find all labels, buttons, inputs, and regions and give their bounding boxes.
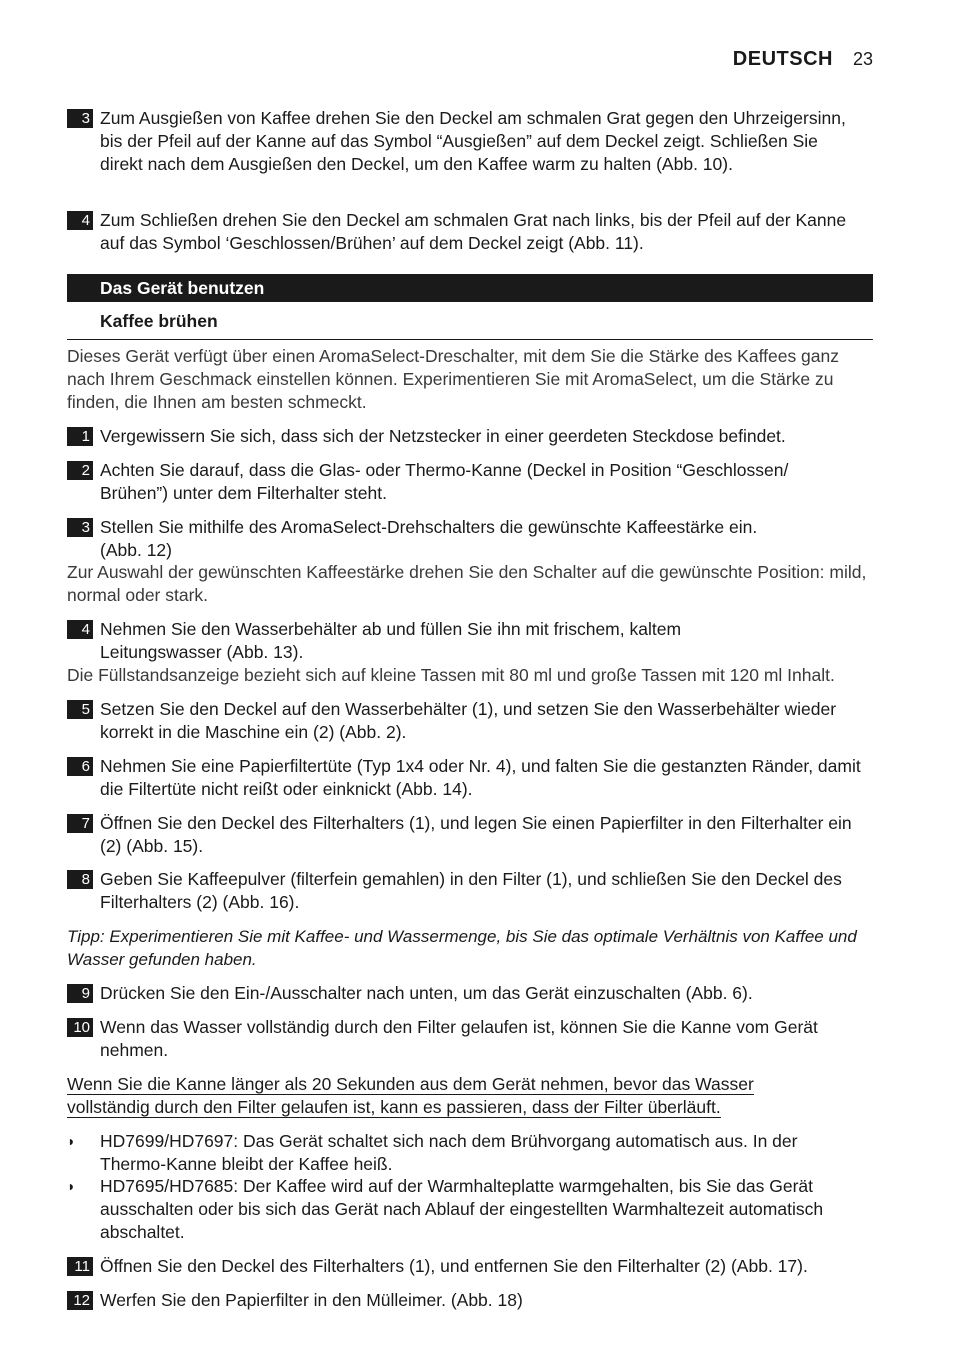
bullet-icon: ◗	[67, 1133, 76, 1149]
step-3-note: Zur Auswahl der gewünschten Kaffeestärke drehen Sie den Schalter auf die gewünschte Position: mild, normal oder stark.	[67, 562, 867, 605]
step-text: Öffnen Sie den Deckel des Filterhalters (1), und legen Sie einen Papierfilter in den Filterhalter ein (2) (Abb. 15).	[100, 813, 852, 856]
step-6	[67, 755, 873, 801]
language-label: DEUTSCH	[732, 48, 833, 70]
intro-paragraph: Dieses Gerät verfügt über einen AromaSelect-Dreschalter, mit dem Sie die Stärke des Kaffees ganz nach Ihrem Geschmack einstellen können. Experimentieren Sie mit AromaSelect, um die Stärke zu finden, die Ihnen am besten schmeckt.	[67, 346, 840, 412]
tip-text: Tipp: Experimentieren Sie mit Kaffee- und Wassermenge, bis Sie das optimale Verhältnis von Kaffee und Wasser gefunden haben.	[67, 927, 857, 969]
step-number: 2	[67, 461, 93, 480]
page-header	[733, 48, 873, 71]
step-number: 11	[67, 1257, 93, 1276]
bullet-item-2	[67, 1175, 873, 1244]
step-4	[67, 618, 873, 664]
section-title-bar: Das Gerät benutzen	[67, 274, 873, 302]
bullet-icon: ◗	[67, 1178, 76, 1194]
step-3	[67, 516, 873, 562]
subsection-title: Kaffee brühen	[67, 310, 873, 340]
step-number: 6	[67, 757, 93, 776]
warning-text	[67, 1073, 797, 1119]
step-number: 3	[67, 518, 93, 537]
step-10	[67, 1016, 873, 1062]
top-step-3	[67, 107, 873, 176]
step-text: Achten Sie darauf, dass die Glas- oder Thermo-Kanne (Deckel in Position “Geschlossen/ Brühen”) unter dem Filterhalter steht.	[100, 460, 789, 503]
step-text: Setzen Sie den Deckel auf den Wasserbehälter (1), und setzen Sie den Wasserbehälter wieder korrekt in die Maschine ein (2) (Abb. 2).	[100, 699, 837, 742]
step-7	[67, 812, 873, 858]
step-text: Nehmen Sie eine Papierfiltertüte (Typ 1x4 oder Nr. 4), und falten Sie die gestanzten Ränder, damit die Filtertüte nicht reißt oder einknickt (Abb. 14).	[100, 756, 861, 799]
step-number: 9	[67, 984, 93, 1003]
step-number: 8	[67, 870, 93, 889]
step-number: 7	[67, 814, 93, 833]
step-text: Drücken Sie den Ein-/Ausschalter nach unten, um das Gerät einzuschalten (Abb. 6).	[100, 983, 753, 1003]
step-text: Wenn das Wasser vollständig durch den Filter gelaufen ist, können Sie die Kanne vom Gerät nehmen.	[100, 1017, 818, 1060]
step-number: 10	[67, 1018, 93, 1037]
step-number: 4	[67, 211, 93, 230]
warning-text-underlined: Wenn Sie die Kanne länger als 20 Sekunden aus dem Gerät nehmen, bevor das Wasser vollständig durch den Filter gelaufen ist, kann es passieren, dass der Filter überläuft.	[67, 1074, 754, 1117]
step-number: 1	[67, 427, 93, 446]
step-number: 4	[67, 620, 93, 639]
step-text: Nehmen Sie den Wasserbehälter ab und füllen Sie ihn mit frischem, kaltem Leitungswasser (Abb. 13).	[100, 619, 682, 662]
page-number: 23	[852, 49, 873, 69]
step-text: Geben Sie Kaffeepulver (filterfein gemahlen) in den Filter (1), und schließen Sie den Deckel des Filterhalters (2) (Abb. 16).	[100, 869, 842, 912]
step-text: Vergewissern Sie sich, dass sich der Netzstecker in einer geerdeten Steckdose befindet.	[100, 426, 786, 446]
step-9	[67, 982, 873, 1005]
bullet-text: HD7695/HD7685: Der Kaffee wird auf der Warmhalteplatte warmgehalten, bis Sie das Gerät ausschalten oder bis sich das Gerät nach Ablauf der eingestellten Warmhaltezeit automatisch abschaltet.	[100, 1176, 824, 1242]
bullet-text: HD7699/HD7697: Das Gerät schaltet sich nach dem Brühvorgang automatisch aus. In der Thermo-Kanne bleibt der Kaffee heiß.	[100, 1131, 798, 1174]
step-12	[67, 1289, 873, 1312]
step-4-note: Die Füllstandsanzeige bezieht sich auf kleine Tassen mit 80 ml und große Tassen mit 120 ml Inhalt.	[67, 665, 835, 685]
step-11	[67, 1255, 873, 1278]
step-text: Zum Ausgießen von Kaffee drehen Sie den Deckel am schmalen Grat gegen den Uhrzeigersinn, bis der Pfeil auf der Kanne auf das Symbol “Ausgießen” auf dem Deckel zeigt. Schließen Sie direkt nach dem Ausgießen den Deckel, um den Kaffee warm zu halten (Abb. 10).	[100, 108, 846, 174]
step-number: 12	[67, 1291, 93, 1310]
step-text: Werfen Sie den Papierfilter in den Mülleimer. (Abb. 18)	[100, 1290, 523, 1310]
step-number: 5	[67, 700, 93, 719]
step-1	[67, 425, 873, 448]
step-text: Zum Schließen drehen Sie den Deckel am schmalen Grat nach links, bis der Pfeil auf der Kanne auf das Symbol ‘Geschlossen/Brühen’ auf dem Deckel zeigt (Abb. 11).	[100, 210, 847, 253]
step-text: Öffnen Sie den Deckel des Filterhalters (1), und entfernen Sie den Filterhalter (2) (Abb. 17).	[100, 1256, 808, 1276]
step-number: 3	[67, 109, 93, 128]
step-2	[67, 459, 873, 505]
top-step-4	[67, 209, 873, 255]
step-8	[67, 868, 873, 914]
bullet-item-1	[67, 1130, 873, 1176]
step-5	[67, 698, 873, 744]
step-text: Stellen Sie mithilfe des AromaSelect-Drehschalters die gewünschte Kaffeestärke ein. (Abb. 12)	[100, 517, 758, 560]
